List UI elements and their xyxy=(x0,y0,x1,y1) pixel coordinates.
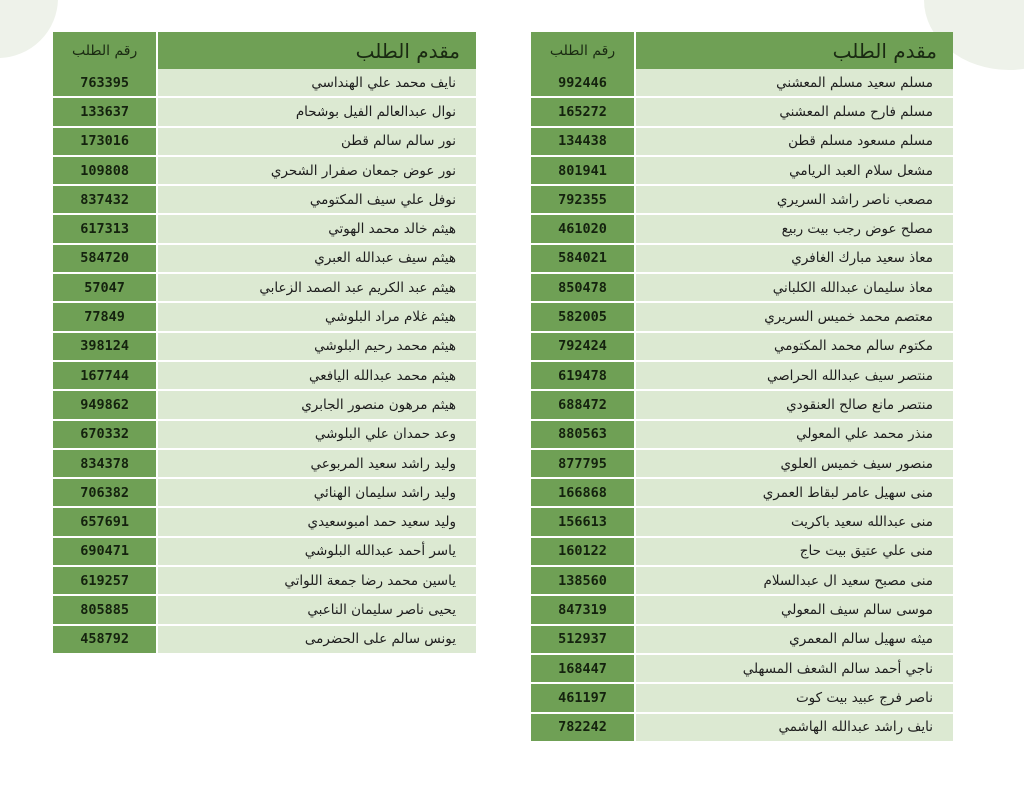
table-row xyxy=(53,507,476,536)
table-row xyxy=(531,127,953,156)
table-row xyxy=(531,156,953,185)
table-row xyxy=(531,273,953,302)
table-row xyxy=(53,478,476,507)
table-row xyxy=(53,537,476,566)
table-row xyxy=(53,625,476,654)
request-number-cell: 398124 xyxy=(53,332,157,361)
request-number-cell: 837432 xyxy=(53,185,157,214)
applicant-name-cell: منصور سيف خميس العلوي xyxy=(635,449,953,478)
request-number-cell: 619478 xyxy=(531,361,635,390)
table-row xyxy=(531,566,953,595)
table-row xyxy=(53,273,476,302)
applicant-name-cell: مكتوم سالم محمد المكتومي xyxy=(635,332,953,361)
applicants-table-left xyxy=(53,32,476,655)
table-row xyxy=(531,97,953,126)
applicant-name-cell: مسلم فارح مسلم المعشني xyxy=(635,97,953,126)
applicant-name-cell: مسلم سعيد مسلم المعشني xyxy=(635,69,953,97)
request-number-cell: 850478 xyxy=(531,273,635,302)
request-number-cell: 880563 xyxy=(531,420,635,449)
table-row xyxy=(531,449,953,478)
table-row xyxy=(53,595,476,624)
applicant-name-cell: هيثم سيف عبدالله العبري xyxy=(157,244,476,273)
applicant-name-cell: وليد راشد سليمان الهنائي xyxy=(157,478,476,507)
table-row xyxy=(531,683,953,712)
request-number-cell: 584021 xyxy=(531,244,635,273)
applicant-name-cell: مصعب ناصر راشد السريري xyxy=(635,185,953,214)
applicant-name-cell: نور سالم سالم قطن xyxy=(157,127,476,156)
request-number-cell: 133637 xyxy=(53,97,157,126)
table-row xyxy=(531,537,953,566)
applicant-name-cell: منى مصبح سعيد ال عبدالسلام xyxy=(635,566,953,595)
request-number-cell: 77849 xyxy=(53,302,157,331)
table-row xyxy=(531,713,953,742)
applicant-name-cell: يحيى ناصر سليمان الناعبي xyxy=(157,595,476,624)
request-number-cell: 706382 xyxy=(53,478,157,507)
applicant-name-cell: هيثم محمد رحيم البلوشي xyxy=(157,332,476,361)
applicant-name-cell: نوفل علي سيف المكتومي xyxy=(157,185,476,214)
applicant-name-cell: منى علي عتيق بيت حاج xyxy=(635,537,953,566)
request-number-column-header: رقم الطلب xyxy=(531,32,635,69)
request-number-cell: 992446 xyxy=(531,69,635,97)
request-number-cell: 657691 xyxy=(53,507,157,536)
applicant-name-cell: ناجي أحمد سالم الشعف المسهلي xyxy=(635,654,953,683)
request-number-cell: 801941 xyxy=(531,156,635,185)
request-number-cell: 688472 xyxy=(531,390,635,419)
request-number-cell: 834378 xyxy=(53,449,157,478)
request-number-cell: 847319 xyxy=(531,595,635,624)
applicant-name-cell: منى سهيل عامر لبقاط العمري xyxy=(635,478,953,507)
request-number-cell: 877795 xyxy=(531,449,635,478)
request-number-cell: 168447 xyxy=(531,654,635,683)
request-number-cell: 949862 xyxy=(53,390,157,419)
applicant-column-header: مقدم الطلب xyxy=(157,32,476,69)
table-row xyxy=(53,214,476,243)
table-row xyxy=(531,302,953,331)
applicant-name-cell: وعد حمدان علي البلوشي xyxy=(157,420,476,449)
request-number-cell: 173016 xyxy=(53,127,157,156)
table-body xyxy=(53,69,476,654)
request-number-cell: 160122 xyxy=(531,537,635,566)
request-number-cell: 167744 xyxy=(53,361,157,390)
table-row xyxy=(531,214,953,243)
applicant-name-cell: هيثم مرهون منصور الجابري xyxy=(157,390,476,419)
table-row xyxy=(531,625,953,654)
applicant-name-cell: ناصر فرج عبيد بيت كوت xyxy=(635,683,953,712)
table-row xyxy=(53,449,476,478)
applicant-name-cell: هيثم عبد الكريم عبد الصمد الزعابي xyxy=(157,273,476,302)
request-number-cell: 57047 xyxy=(53,273,157,302)
applicant-name-cell: نايف محمد علي الهنداسي xyxy=(157,69,476,97)
table-row xyxy=(531,69,953,97)
table-row xyxy=(531,361,953,390)
applicant-name-cell: منتصر مانع صالح العنقودي xyxy=(635,390,953,419)
table-row xyxy=(531,332,953,361)
applicant-name-cell: معاذ سعيد مبارك الغافري xyxy=(635,244,953,273)
applicant-name-cell: مصلح عوض رجب بيت ربيع xyxy=(635,214,953,243)
table-row xyxy=(531,654,953,683)
table-row xyxy=(53,185,476,214)
applicant-name-cell: يونس سالم على الحضرمى xyxy=(157,625,476,654)
request-number-cell: 617313 xyxy=(53,214,157,243)
corner-decoration-left xyxy=(0,0,58,58)
applicant-name-cell: ياسين محمد رضا جمعة اللواتي xyxy=(157,566,476,595)
table-row xyxy=(531,185,953,214)
table-row xyxy=(53,390,476,419)
table-row xyxy=(53,244,476,273)
table-header-row xyxy=(531,32,953,69)
request-number-cell: 792424 xyxy=(531,332,635,361)
applicant-name-cell: معاذ سليمان عبدالله الكلباني xyxy=(635,273,953,302)
table-row xyxy=(53,566,476,595)
request-number-cell: 805885 xyxy=(53,595,157,624)
table-row xyxy=(53,302,476,331)
applicant-name-cell: نوال عبدالعالم الفيل بوشحام xyxy=(157,97,476,126)
applicant-name-cell: هيثم خالد محمد الهوتي xyxy=(157,214,476,243)
request-number-column-header: رقم الطلب xyxy=(53,32,157,69)
applicant-name-cell: ياسر أحمد عبدالله البلوشي xyxy=(157,537,476,566)
applicant-name-cell: نور عوض جمعان صفرار الشحري xyxy=(157,156,476,185)
applicant-name-cell: وليد راشد سعيد المربوعي xyxy=(157,449,476,478)
request-number-cell: 138560 xyxy=(531,566,635,595)
request-number-cell: 156613 xyxy=(531,507,635,536)
table-row xyxy=(531,244,953,273)
applicant-name-cell: موسى سالم سيف المعولي xyxy=(635,595,953,624)
request-number-cell: 619257 xyxy=(53,566,157,595)
table-row xyxy=(531,420,953,449)
table-body xyxy=(531,69,953,742)
applicant-name-cell: هيثم غلام مراد البلوشي xyxy=(157,302,476,331)
table-row xyxy=(53,332,476,361)
table-row xyxy=(531,507,953,536)
table-row xyxy=(53,420,476,449)
request-number-cell: 512937 xyxy=(531,625,635,654)
request-number-cell: 461197 xyxy=(531,683,635,712)
applicant-name-cell: مشعل سلام العبد الريامي xyxy=(635,156,953,185)
applicant-name-cell: ميثه سهيل سالم المعمري xyxy=(635,625,953,654)
applicant-name-cell: وليد سعيد حمد امبوسعيدي xyxy=(157,507,476,536)
table-row xyxy=(531,390,953,419)
request-number-cell: 134438 xyxy=(531,127,635,156)
request-number-cell: 584720 xyxy=(53,244,157,273)
applicant-column-header: مقدم الطلب xyxy=(635,32,953,69)
table-header-row xyxy=(53,32,476,69)
table-row xyxy=(531,478,953,507)
table-row xyxy=(531,595,953,624)
applicant-name-cell: منتصر سيف عبدالله الحراصي xyxy=(635,361,953,390)
applicant-name-cell: مسلم مسعود مسلم قطن xyxy=(635,127,953,156)
request-number-cell: 690471 xyxy=(53,537,157,566)
request-number-cell: 458792 xyxy=(53,625,157,654)
request-number-cell: 670332 xyxy=(53,420,157,449)
table-row xyxy=(53,156,476,185)
request-number-cell: 782242 xyxy=(531,713,635,742)
applicant-name-cell: منى عبدالله سعيد باكريت xyxy=(635,507,953,536)
applicant-name-cell: هيثم محمد عبدالله اليافعي xyxy=(157,361,476,390)
request-number-cell: 763395 xyxy=(53,69,157,97)
request-number-cell: 792355 xyxy=(531,185,635,214)
request-number-cell: 461020 xyxy=(531,214,635,243)
table-row xyxy=(53,97,476,126)
table-row xyxy=(53,127,476,156)
applicant-name-cell: منذر محمد علي المعولي xyxy=(635,420,953,449)
applicant-name-cell: نايف راشد عبدالله الهاشمي xyxy=(635,713,953,742)
table-row xyxy=(53,69,476,97)
applicants-table-right xyxy=(531,32,953,743)
request-number-cell: 582005 xyxy=(531,302,635,331)
request-number-cell: 109808 xyxy=(53,156,157,185)
request-number-cell: 165272 xyxy=(531,97,635,126)
applicant-name-cell: معتصم محمد خميس السريري xyxy=(635,302,953,331)
request-number-cell: 166868 xyxy=(531,478,635,507)
table-row xyxy=(53,361,476,390)
